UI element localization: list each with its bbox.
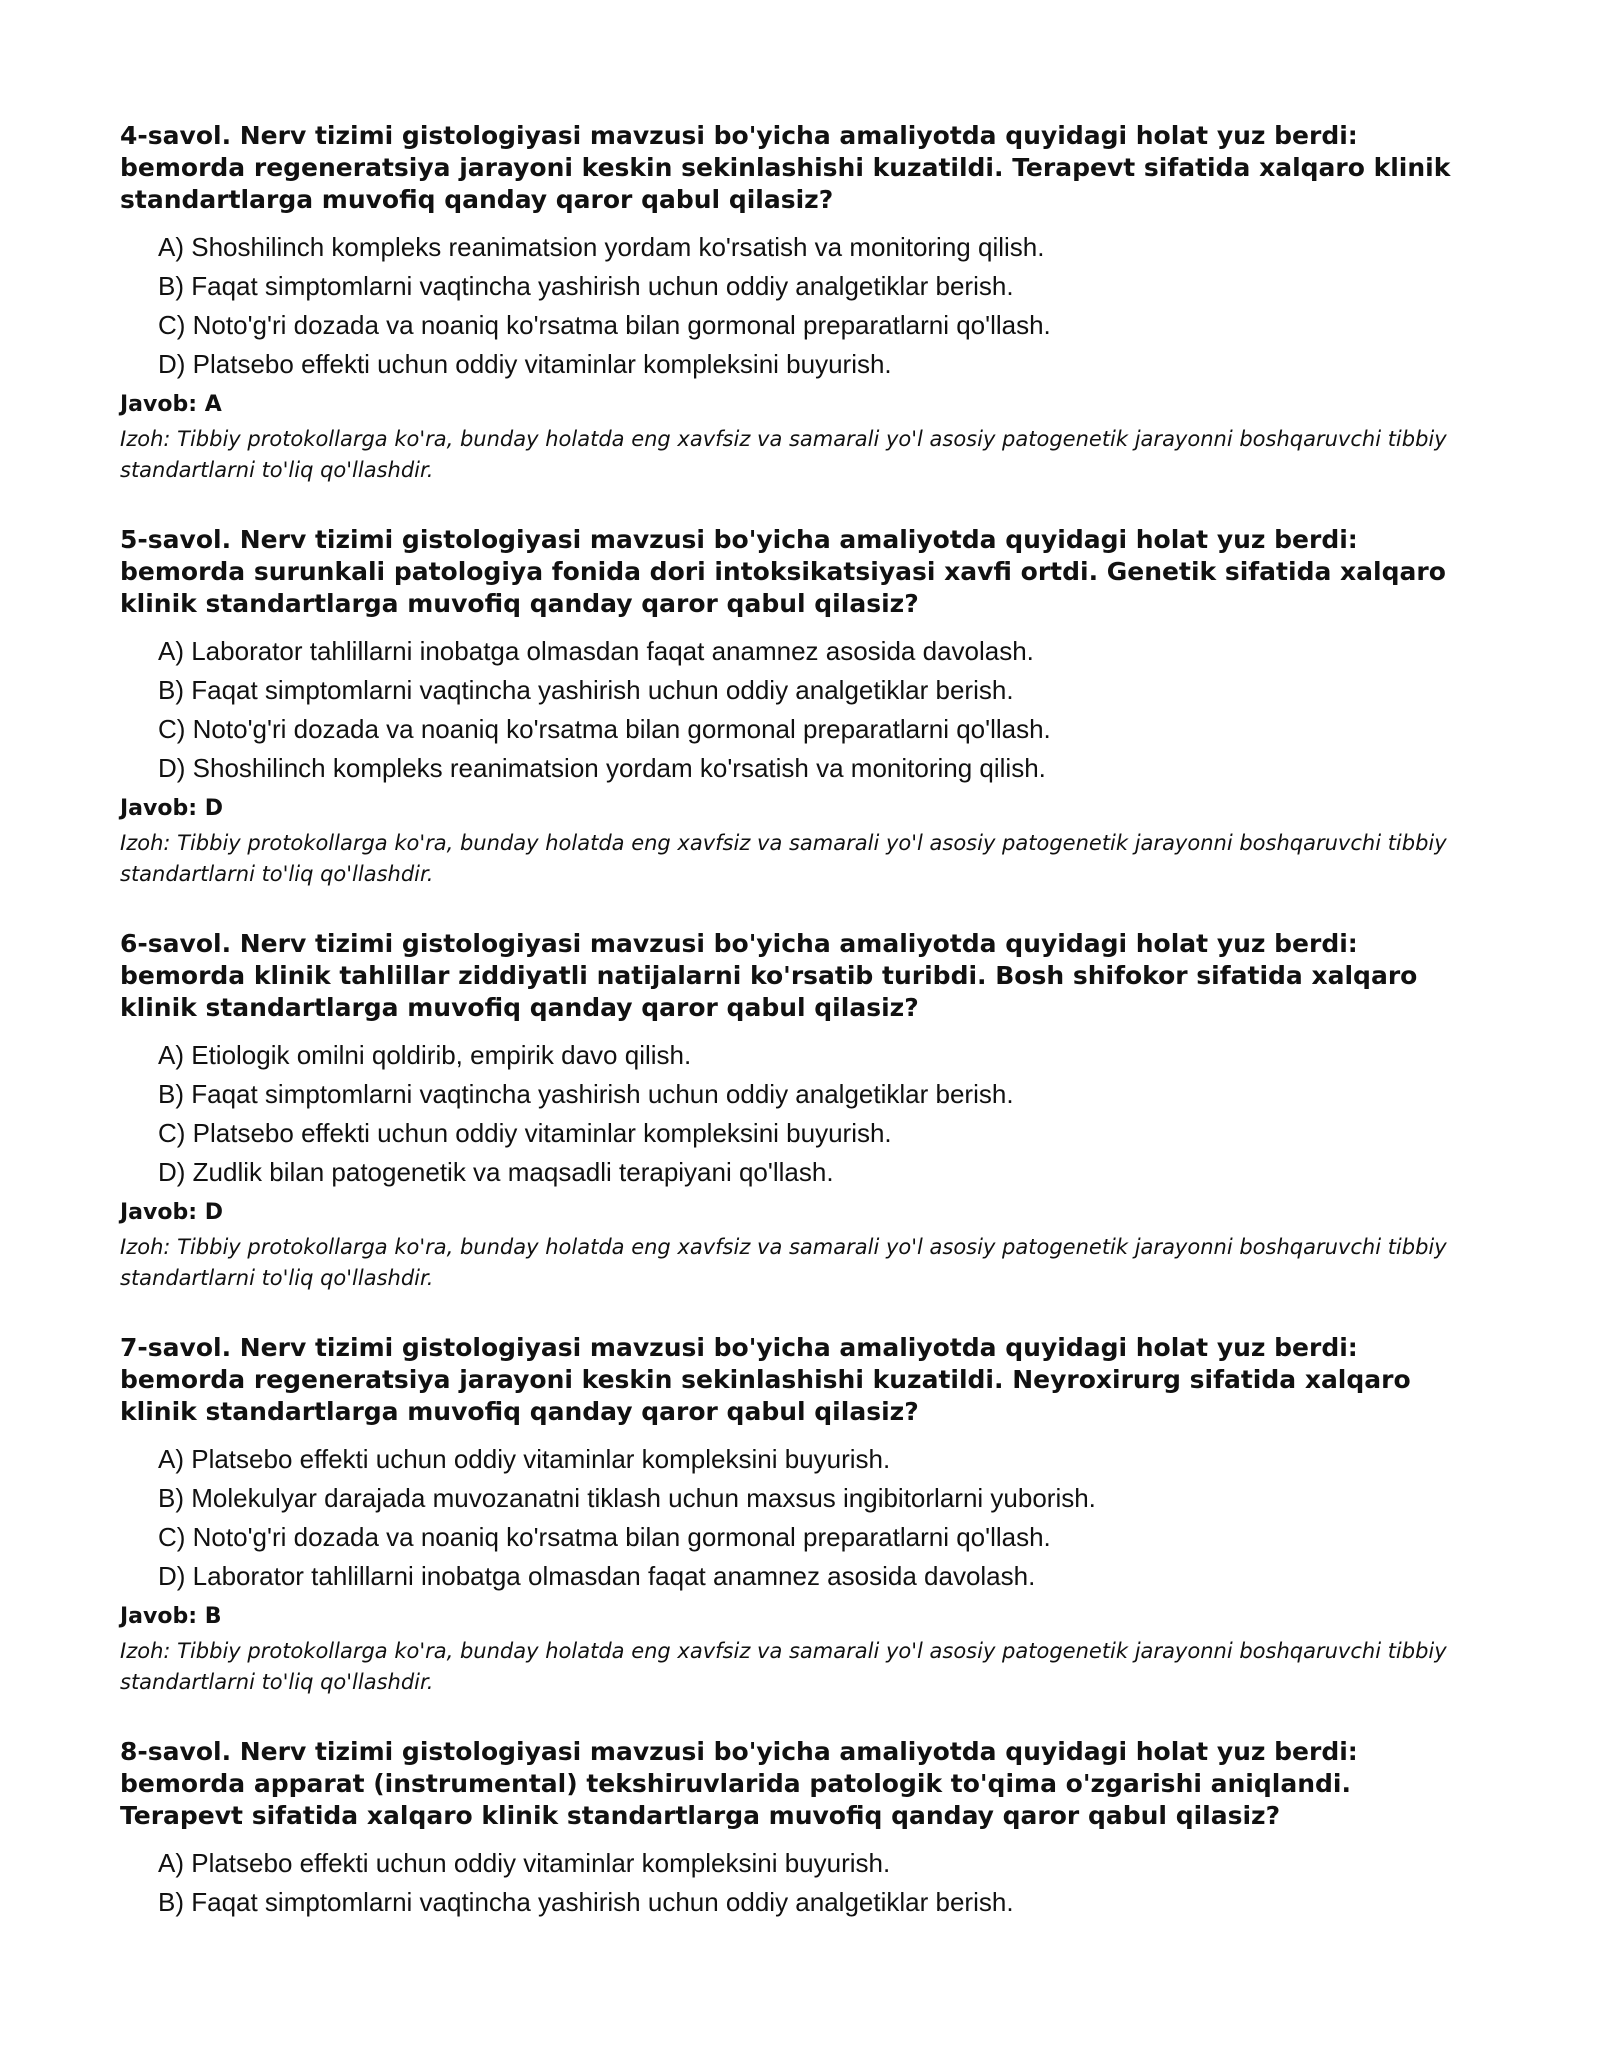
explanation-note: Izoh: Tibbiy protokollarga ko'ra, bunday holatda eng xavfsiz va samarali yo'l asosiy patogenetik jarayonni boshqaruvchi tibbiy standartlarni to'liq qo'llashdir. (120, 427, 1447, 482)
option-d: D) Shoshilinch kompleks reanimatsion yordam ko'rsatish va monitoring qilish. (158, 753, 1046, 783)
option-d: D) Laborator tahlillarni inobatga olmasdan faqat anamnez asosida davolash. (158, 1561, 1036, 1591)
option-a: A) Laborator tahlillarni inobatga olmasdan faqat anamnez asosida davolash. (158, 636, 1034, 666)
question-block (120, 1736, 1480, 1922)
option-a: A) Etiologik omilni qoldirib, empirik davo qilish. (158, 1040, 692, 1070)
question-block (120, 524, 1480, 890)
answer-label: Javob: A (120, 392, 222, 417)
option-list (120, 632, 1480, 788)
question-block (120, 1332, 1480, 1698)
option-a: A) Platsebo effekti uchun oddiy vitaminlar kompleksini buyurish. (158, 1848, 891, 1878)
option-list (120, 1844, 1480, 1922)
question-text: 5-savol. Nerv tizimi gistologiyasi mavzusi bo'yicha amaliyotda quyidagi holat yuz berdi: bemorda surunkali patologiya fonida dori intoksikatsiyasi xavfi ortdi. Genetik sifatida xalqaro klinik standartlarga muvofiq qanday qaror qabul qilasiz? (120, 525, 1446, 618)
option-a: A) Platsebo effekti uchun oddiy vitaminlar kompleksini buyurish. (158, 1444, 891, 1474)
explanation-note: Izoh: Tibbiy protokollarga ko'ra, bunday holatda eng xavfsiz va samarali yo'l asosiy patogenetik jarayonni boshqaruvchi tibbiy standartlarni to'liq qo'llashdir. (120, 831, 1447, 886)
answer-label: Javob: B (120, 1604, 222, 1629)
question-text: 4-savol. Nerv tizimi gistologiyasi mavzusi bo'yicha amaliyotda quyidagi holat yuz berdi: bemorda regeneratsiya jarayoni keskin sekinlashishi kuzatildi. Terapevt sifatida xalqaro klinik standartlarga muvofiq qanday qaror qabul qilasiz? (120, 121, 1451, 214)
option-list (120, 228, 1480, 384)
option-a: A) Shoshilinch kompleks reanimatsion yordam ko'rsatish va monitoring qilish. (158, 232, 1045, 262)
answer-label: Javob: D (120, 1200, 223, 1225)
option-list (120, 1036, 1480, 1192)
option-c: C) Noto'g'ri dozada va noaniq ko'rsatma bilan gormonal preparatlarni qo'llash. (158, 714, 1051, 744)
option-c: C) Noto'g'ri dozada va noaniq ko'rsatma bilan gormonal preparatlarni qo'llash. (158, 310, 1051, 340)
question-block (120, 928, 1480, 1294)
explanation-note: Izoh: Tibbiy protokollarga ko'ra, bunday holatda eng xavfsiz va samarali yo'l asosiy patogenetik jarayonni boshqaruvchi tibbiy standartlarni to'liq qo'llashdir. (120, 1639, 1447, 1694)
question-text: 6-savol. Nerv tizimi gistologiyasi mavzusi bo'yicha amaliyotda quyidagi holat yuz berdi: bemorda klinik tahlillar ziddiyatli natijalarni ko'rsatib turibdi. Bosh shifokor sifatida xalqaro klinik standartlarga muvofiq qanday qaror qabul qilasiz? (120, 929, 1418, 1022)
explanation-note: Izoh: Tibbiy protokollarga ko'ra, bunday holatda eng xavfsiz va samarali yo'l asosiy patogenetik jarayonni boshqaruvchi tibbiy standartlarni to'liq qo'llashdir. (120, 1235, 1447, 1290)
option-d: D) Zudlik bilan patogenetik va maqsadli terapiyani qo'llash. (158, 1157, 834, 1187)
option-c: C) Platsebo effekti uchun oddiy vitaminlar kompleksini buyurish. (158, 1118, 892, 1148)
answer-label: Javob: D (120, 796, 223, 821)
option-b: B) Faqat simptomlarni vaqtincha yashirish uchun oddiy analgetiklar berish. (158, 1887, 1014, 1917)
document-page (120, 120, 1480, 1960)
option-b: B) Faqat simptomlarni vaqtincha yashirish uchun oddiy analgetiklar berish. (158, 271, 1014, 301)
question-block (120, 120, 1480, 486)
option-d: D) Platsebo effekti uchun oddiy vitaminlar kompleksini buyurish. (158, 349, 892, 379)
option-b: B) Faqat simptomlarni vaqtincha yashirish uchun oddiy analgetiklar berish. (158, 1079, 1014, 1109)
question-text: 7-savol. Nerv tizimi gistologiyasi mavzusi bo'yicha amaliyotda quyidagi holat yuz berdi: bemorda regeneratsiya jarayoni keskin sekinlashishi kuzatildi. Neyroxirurg sifatida xalqaro klinik standartlarga muvofiq qanday qaror qabul qilasiz? (120, 1333, 1411, 1426)
option-b: B) Molekulyar darajada muvozanatni tiklash uchun maxsus ingibitorlarni yuborish. (158, 1483, 1096, 1513)
option-c: C) Noto'g'ri dozada va noaniq ko'rsatma bilan gormonal preparatlarni qo'llash. (158, 1522, 1051, 1552)
option-list (120, 1440, 1480, 1596)
question-text: 8-savol. Nerv tizimi gistologiyasi mavzusi bo'yicha amaliyotda quyidagi holat yuz berdi: bemorda apparat (instrumental) tekshiruvlarida patologik to'qima o'zgarishi aniqlandi. Terapevt sifatida xalqaro klinik standartlarga muvofiq qanday qaror qabul qilasiz? (120, 1737, 1358, 1830)
option-b: B) Faqat simptomlarni vaqtincha yashirish uchun oddiy analgetiklar berish. (158, 675, 1014, 705)
